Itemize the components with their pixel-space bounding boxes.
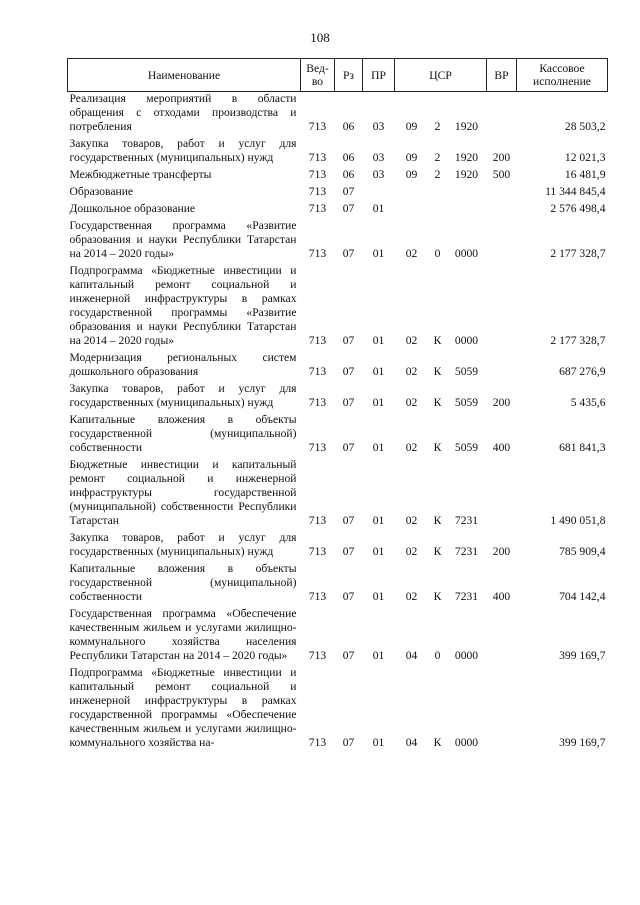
row-csr-direction: 7231: [454, 514, 479, 527]
row-pr: 03: [372, 151, 385, 164]
row-pr: 01: [372, 334, 385, 347]
header-ved: Вед- во: [301, 59, 335, 92]
table-row: [68, 219, 608, 264]
row-amount: 785 909,4: [559, 545, 606, 558]
row-name: Модернизация региональных систем дошкольного образования: [69, 351, 297, 378]
row-csr-direction: 1920: [454, 168, 479, 181]
row-csr-subprogram: 0: [434, 649, 441, 662]
row-csr-subprogram: К: [433, 545, 442, 558]
row-csr-subprogram: [429, 202, 447, 219]
row-rz: 06: [342, 120, 355, 133]
table-row: [68, 666, 608, 753]
row-csr-program: 02: [405, 334, 418, 347]
row-vr: [487, 607, 517, 666]
row-csr-direction: 1920: [454, 120, 479, 133]
row-amount: 1 490 051,8: [550, 514, 606, 527]
table-row: [68, 185, 608, 202]
row-name: Капитальные вложения в объекты государственной (муниципальной) собственности: [69, 562, 297, 603]
row-csr-subprogram: К: [433, 590, 442, 603]
row-csr-program: 09: [405, 120, 418, 133]
row-csr-direction: 1920: [454, 151, 479, 164]
table-header: [68, 59, 608, 92]
row-name: Капитальные вложения в объекты государственной (муниципальной) собственности: [69, 413, 297, 454]
row-csr-subprogram: [429, 185, 447, 202]
row-csr-subprogram: 0: [434, 247, 441, 260]
row-csr-direction: 5059: [454, 396, 479, 409]
table-row: [68, 531, 608, 562]
budget-table: [67, 58, 608, 753]
row-amount: 704 142,4: [559, 590, 606, 603]
row-csr-subprogram: К: [433, 736, 442, 749]
row-vr: 400: [492, 590, 511, 603]
row-ved: 713: [308, 441, 327, 454]
row-csr-program: 02: [405, 247, 418, 260]
row-name: Дошкольное образование: [69, 202, 196, 215]
row-csr-direction: 5059: [454, 365, 479, 378]
row-csr-program: 02: [405, 514, 418, 527]
row-ved: 713: [308, 365, 327, 378]
row-vr: 200: [492, 151, 511, 164]
row-rz: 06: [342, 168, 355, 181]
row-csr-subprogram: К: [433, 334, 442, 347]
row-vr: 200: [492, 396, 511, 409]
header-csr: ЦСР: [395, 59, 487, 92]
table-row: [68, 413, 608, 458]
row-amount: 2 576 498,4: [550, 202, 606, 215]
table-row: [68, 92, 608, 138]
row-name: Подпрограмма «Бюджетные инвестиции и капитальный ремонт социальной и инженерной инфраструктуры в рамках государственной программы «Развитие образования и науки Республики Татарстан на 2014 – 2020 годы»: [69, 264, 297, 347]
row-amount: 16 481,9: [564, 168, 606, 181]
row-pr: 03: [372, 168, 385, 181]
row-ved: 713: [308, 590, 327, 603]
row-csr-direction: 7231: [454, 590, 479, 603]
row-pr: [363, 185, 395, 202]
table-row: [68, 137, 608, 168]
row-rz: 07: [342, 202, 355, 215]
row-csr-program: [395, 185, 429, 202]
row-pr: 01: [372, 736, 385, 749]
row-csr-program: 04: [405, 649, 418, 662]
row-ved: 713: [308, 649, 327, 662]
row-csr-direction: 0000: [454, 649, 479, 662]
row-csr-program: 02: [405, 441, 418, 454]
row-vr: [487, 264, 517, 351]
row-amount: 5 435,6: [570, 396, 606, 409]
row-ved: 713: [308, 514, 327, 527]
row-vr: [487, 666, 517, 753]
row-name: Реализация мероприятий в области обращения с отходами производства и потребления: [69, 92, 297, 133]
page-number: 108: [310, 30, 330, 45]
row-amount: 12 021,3: [564, 151, 606, 164]
table-row: [68, 607, 608, 666]
row-rz: 07: [342, 365, 355, 378]
row-csr-direction: 7231: [454, 545, 479, 558]
row-csr-program: 02: [405, 396, 418, 409]
row-name: Подпрограмма «Бюджетные инвестиции и капитальный ремонт социальной и инженерной инфраструктуры в рамках государственной программы «Обеспечение качественным жильем и услугами жилищно-коммунального хозяйства на-: [69, 666, 297, 749]
row-rz: 07: [342, 514, 355, 527]
row-csr-program: 02: [405, 545, 418, 558]
table-row: [68, 562, 608, 607]
row-csr-direction: [447, 202, 487, 219]
row-csr-direction: 5059: [454, 441, 479, 454]
row-ved: 713: [308, 247, 327, 260]
row-pr: 01: [372, 365, 385, 378]
header-vr: ВР: [487, 59, 517, 92]
row-rz: 07: [342, 736, 355, 749]
row-pr: 01: [372, 396, 385, 409]
row-amount: 399 169,7: [559, 736, 606, 749]
row-rz: 06: [342, 151, 355, 164]
row-ved: 713: [308, 151, 327, 164]
row-vr: [487, 458, 517, 531]
row-amount: 2 177 328,7: [550, 334, 606, 347]
row-pr: 01: [372, 247, 385, 260]
header-pr: ПР: [363, 59, 395, 92]
row-ved: 713: [308, 396, 327, 409]
row-csr-subprogram: К: [433, 365, 442, 378]
row-name: Закупка товаров, работ и услуг для государственных (муниципальных) нужд: [69, 137, 297, 164]
row-rz: 07: [342, 545, 355, 558]
row-pr: 01: [372, 545, 385, 558]
row-csr-program: 04: [405, 736, 418, 749]
row-rz: 07: [342, 590, 355, 603]
row-csr-subprogram: К: [433, 396, 442, 409]
table-row: [68, 168, 608, 185]
row-rz: 07: [342, 649, 355, 662]
row-ved: 713: [308, 545, 327, 558]
row-csr-subprogram: К: [433, 514, 442, 527]
row-vr: 400: [492, 441, 511, 454]
row-pr: 01: [372, 441, 385, 454]
row-name: Государственная программа «Развитие образования и науки Республики Татарстан на 2014 – 2020 годы»: [69, 219, 297, 260]
table-row: [68, 458, 608, 531]
table-row: [68, 382, 608, 413]
row-vr: [487, 92, 517, 138]
row-ved: 713: [308, 185, 327, 198]
row-pr: 01: [372, 514, 385, 527]
row-name: Бюджетные инвестиции и капитальный ремонт социальной и инженерной инфраструктуры государственной (муниципальной) собственности Республики Татарстан: [69, 458, 297, 527]
row-pr: 01: [372, 202, 385, 215]
row-amount: 28 503,2: [564, 120, 606, 133]
row-ved: 713: [308, 736, 327, 749]
row-amount: 687 276,9: [559, 365, 606, 378]
table-row: [68, 351, 608, 382]
header-name: Наименование: [68, 59, 301, 92]
row-vr: [487, 185, 517, 202]
row-csr-program: 09: [405, 168, 418, 181]
row-ved: 713: [308, 168, 327, 181]
row-rz: 07: [342, 441, 355, 454]
row-csr-subprogram: 2: [434, 151, 441, 164]
table-row: [68, 264, 608, 351]
row-ved: 713: [308, 120, 327, 133]
row-rz: 07: [342, 396, 355, 409]
row-amount: 681 841,3: [559, 441, 606, 454]
row-vr: [487, 351, 517, 382]
row-rz: 07: [342, 334, 355, 347]
header-kass: Кассовое исполнение: [517, 59, 608, 92]
row-csr-subprogram: 2: [434, 168, 441, 181]
row-csr-program: 02: [405, 365, 418, 378]
row-csr-program: [395, 202, 429, 219]
row-name: Закупка товаров, работ и услуг для государственных (муниципальных) нужд: [69, 382, 297, 409]
row-csr-subprogram: К: [433, 441, 442, 454]
row-vr: 200: [492, 545, 511, 558]
row-ved: 713: [308, 202, 327, 215]
row-csr-direction: 0000: [454, 334, 479, 347]
row-name: Закупка товаров, работ и услуг для государственных (муниципальных) нужд: [69, 531, 297, 558]
row-csr-program: 09: [405, 151, 418, 164]
row-amount: 2 177 328,7: [550, 247, 606, 260]
row-amount: 399 169,7: [559, 649, 606, 662]
table-body: [68, 92, 608, 754]
row-vr: [487, 219, 517, 264]
row-pr: 01: [372, 590, 385, 603]
row-ved: 713: [308, 334, 327, 347]
row-csr-direction: [447, 185, 487, 202]
row-pr: 03: [372, 120, 385, 133]
row-name: Государственная программа «Обеспечение качественным жильем и услугами жилищно-коммунального хозяйства населения Республики Татарстан на 2014 – 2020 годы»: [69, 607, 297, 662]
row-rz: 07: [342, 247, 355, 260]
row-name: Образование: [69, 185, 134, 198]
table-row: [68, 202, 608, 219]
header-rz: Рз: [335, 59, 363, 92]
row-csr-direction: 0000: [454, 736, 479, 749]
row-csr-program: 02: [405, 590, 418, 603]
row-vr: [487, 202, 517, 219]
row-vr: 500: [492, 168, 511, 181]
row-pr: 01: [372, 649, 385, 662]
row-csr-direction: 0000: [454, 247, 479, 260]
row-csr-subprogram: 2: [434, 120, 441, 133]
row-name: Межбюджетные трансферты: [69, 168, 212, 181]
row-amount: 11 344 845,4: [545, 185, 606, 198]
row-rz: 07: [342, 185, 355, 198]
